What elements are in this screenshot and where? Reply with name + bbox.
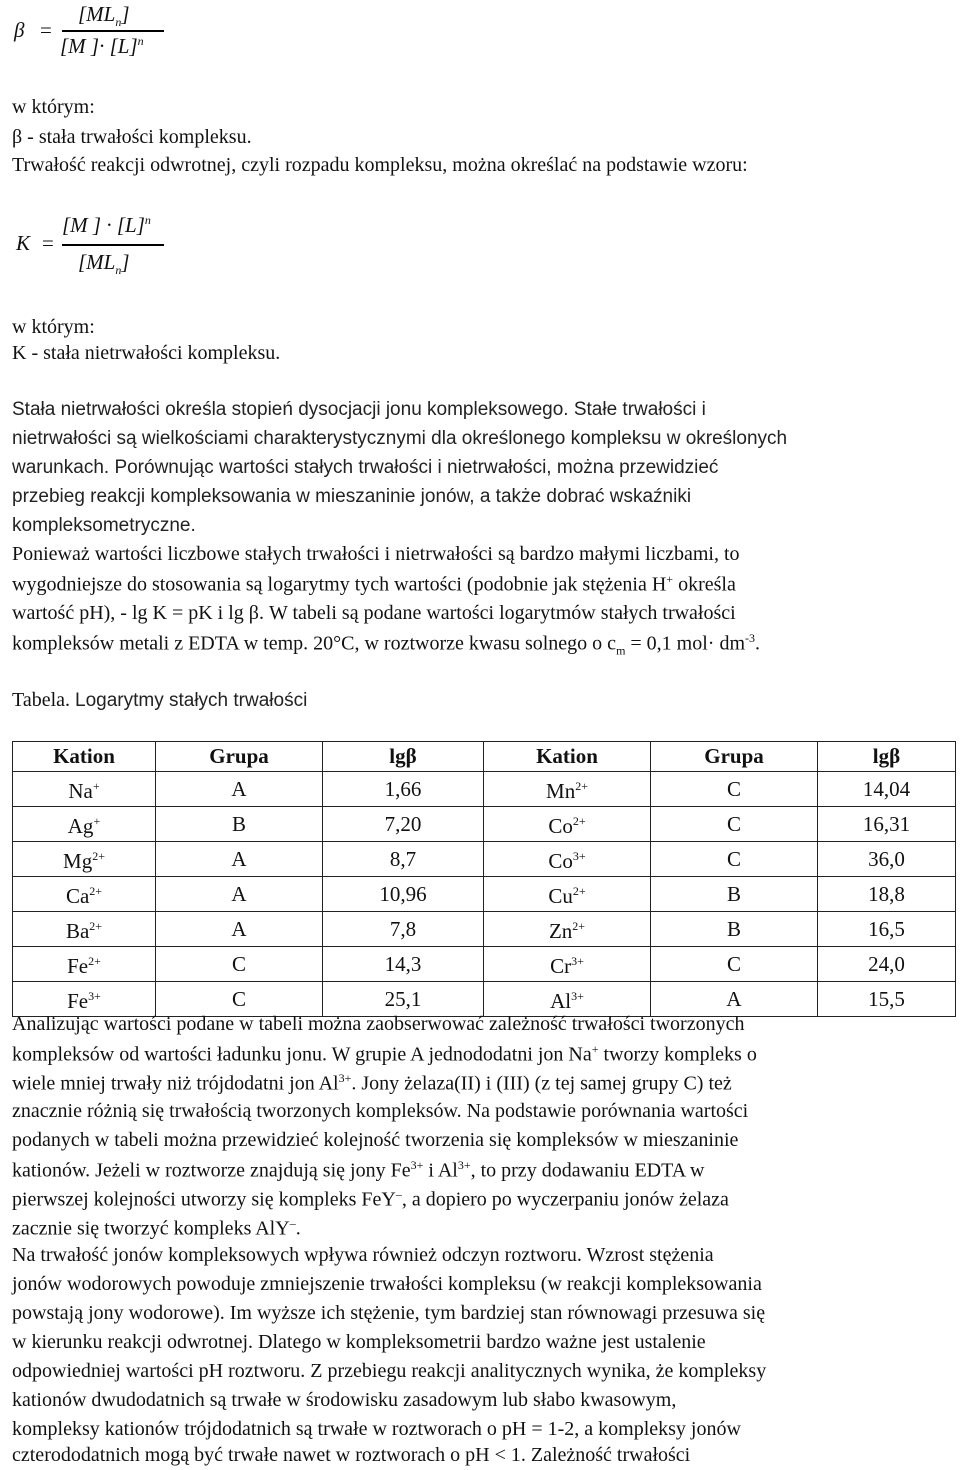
header-grupa-1: Grupa: [156, 742, 323, 772]
cation-cell: $Co^{3+}$: [484, 842, 651, 877]
lgbeta-cell: 1,66: [323, 772, 484, 807]
sans-line-2: nietrwałości są wielkościami charakterystycznymi dla określonego kompleksu w określonych: [12, 428, 788, 449]
final-line-4: w kierunku reakcji odwrotnej. Dlatego w kompleksometrii bardzo ważne jest ustalenie: [12, 1331, 706, 1353]
log-constants-table: [12, 741, 956, 1017]
final-line-1: Na trwałość jonów kompleksowych wpływa również odczyn roztworu. Wzrost stężenia: [12, 1244, 714, 1266]
lgbeta-cell: 14,04: [818, 772, 956, 807]
w-ktorym-2: w którym:: [12, 316, 95, 338]
group-cell: C: [651, 772, 818, 807]
formula-beta-eq: =: [40, 18, 52, 42]
table-body: [13, 772, 956, 1017]
formula-beta-fraction-line: [62, 30, 164, 32]
final-line-8: czterododatnich mogą być trwałe nawet w roztworach o pH < 1. Zależność trwałości: [12, 1444, 691, 1466]
header-grupa-2: Grupa: [651, 742, 818, 772]
group-cell: C: [651, 947, 818, 982]
group-cell: B: [651, 912, 818, 947]
beta-definition: β - stała trwałości kompleksu.: [12, 126, 252, 148]
analysis-line-6: kationów. Jeżeli w roztworze znajdują się jony $Fe^{3+}$ i $Al^{3+}$, to przy dodawaniu EDTA w: [12, 1158, 705, 1182]
table-row: [13, 947, 956, 982]
serif-line-3: wartość pH), - lg K = pK i lg β. W tabeli są podane wartości logarytmów stałych trwałości: [12, 602, 736, 624]
analysis-line-2: kompleksów od wartości ładunku jonu. W grupie A jednododatni jon Na+ tworzy kompleks o: [12, 1042, 757, 1066]
cation-cell: $Fe^{3+}$: [13, 982, 156, 1017]
final-line-2: jonów wodorowych powoduje zmniejszenie trwałości kompleksu (w reakcji kompleksowania: [12, 1273, 762, 1295]
lgbeta-cell: 15,5: [818, 982, 956, 1017]
cation-cell: $Mn^{2+}$: [484, 772, 651, 807]
final-line-3: powstają jony wodorowe). Im wyższe ich stężenie, tym bardziej stan równowagi przesuwa się: [12, 1302, 766, 1324]
lgbeta-cell: 16,31: [818, 807, 956, 842]
table-caption-label: Tabela.: [12, 689, 71, 711]
cation-cell: $Al^{3+}$: [484, 982, 651, 1017]
header-kation-1: Kation: [13, 742, 156, 772]
group-cell: A: [156, 772, 323, 807]
k-definition: K - stała nietrwałości kompleksu.: [12, 342, 281, 364]
cation-cell: $Mg^{2+}$: [13, 842, 156, 877]
rozpad-text: Trwałość reakcji odwrotnej, czyli rozpadu kompleksu, można określać na podstawie wzoru:: [12, 154, 748, 176]
cation-cell: Na+: [13, 772, 156, 807]
formula-k-denominator: $[ML_n]$: [78, 250, 130, 278]
lgbeta-cell: 16,5: [818, 912, 956, 947]
lgbeta-cell: 10,96: [323, 877, 484, 912]
sans-line-1: Stała nietrwałości określa stopień dysocjacji jonu kompleksowego. Stałe trwałości i: [12, 399, 706, 420]
lgbeta-cell: 18,8: [818, 877, 956, 912]
cation-cell: $Ba^{2+}$: [13, 912, 156, 947]
group-cell: C: [156, 982, 323, 1017]
final-line-5: odpowiedniej wartości pH roztworu. Z przebiegu reakcji analitycznych wynika, że kompleksy: [12, 1360, 767, 1382]
header-lgbeta-1: lgβ: [323, 742, 484, 772]
cation-cell: Ag+: [13, 807, 156, 842]
cation-cell: $Cu^{2+}$: [484, 877, 651, 912]
sans-line-4: przebieg reakcji kompleksowania w mieszaninie jonów, a także dobrać wskaźniki: [12, 486, 692, 507]
analysis-line-8: zacznie się tworzyć kompleks AlY–.: [12, 1216, 301, 1240]
formula-beta-numerator: $[ML_n]$: [78, 2, 130, 30]
final-line-7: kompleksy kationów trójdodatnich są trwałe w roztworach o pH = 1-2, a kompleksy jonów: [12, 1418, 741, 1440]
formula-k-lhs: K: [16, 231, 31, 255]
cation-cell: $Ca^{2+}$: [13, 877, 156, 912]
formula-k-numerator: [M ] · $[L]^n$: [62, 213, 151, 237]
cation-cell: $Zn^{2+}$: [484, 912, 651, 947]
analysis-line-1: Analizując wartości podane w tabeli można zaobserwować zależność trwałości tworzonych: [12, 1013, 745, 1035]
sans-line-5: kompleksometryczne.: [12, 515, 196, 536]
formula-beta-denominator: [M ]· $[L]^n$: [60, 34, 144, 58]
group-cell: A: [156, 842, 323, 877]
analysis-line-3: wiele mniej trwały niż trójdodatni jon $Al^{3+}$. Jony żelaza(II) i (III) (z tej samej grupy C) też: [12, 1071, 732, 1095]
lgbeta-cell: 7,8: [323, 912, 484, 947]
group-cell: A: [156, 912, 323, 947]
lgbeta-cell: 14,3: [323, 947, 484, 982]
formula-k-fraction-line: [62, 244, 164, 246]
table-row: [13, 842, 956, 877]
lgbeta-cell: 8,7: [323, 842, 484, 877]
table-caption-title: Logarytmy stałych trwałości: [75, 690, 308, 711]
table-row: [13, 912, 956, 947]
group-cell: C: [651, 807, 818, 842]
group-cell: C: [651, 842, 818, 877]
header-kation-2: Kation: [484, 742, 651, 772]
table-row: [13, 772, 956, 807]
cation-cell: $Cr^{3+}$: [484, 947, 651, 982]
formula-beta-lhs: β: [14, 18, 25, 42]
formula-k-eq: =: [42, 231, 54, 255]
serif-line-2: wygodniejsze do stosowania są logarytmy tych wartości (podobnie jak stężenia H+ określa: [12, 572, 736, 596]
header-lgbeta-2: lgβ: [818, 742, 956, 772]
table-row: [13, 807, 956, 842]
cation-cell: $Fe^{2+}$: [13, 947, 156, 982]
analysis-line-7: pierwszej kolejności utworzy się kompleks FeY–, a dopiero po wyczerpaniu jonów żelaza: [12, 1187, 729, 1211]
table-header-row: [13, 742, 956, 772]
table-row: [13, 982, 956, 1017]
cation-cell: $Co^{2+}$: [484, 807, 651, 842]
lgbeta-cell: 7,20: [323, 807, 484, 842]
analysis-line-5: podanych w tabeli można przewidzieć kolejność tworzenia się kompleksów w mieszaninie: [12, 1129, 739, 1151]
table-row: [13, 877, 956, 912]
group-cell: B: [651, 877, 818, 912]
lgbeta-cell: 36,0: [818, 842, 956, 877]
lgbeta-cell: 24,0: [818, 947, 956, 982]
w-ktorym-1: w którym:: [12, 96, 95, 118]
analysis-line-4: znacznie różnią się trwałością tworzonych kompleksów. Na podstawie porównania wartości: [12, 1100, 749, 1122]
group-cell: B: [156, 807, 323, 842]
lgbeta-cell: 25,1: [323, 982, 484, 1017]
group-cell: A: [156, 877, 323, 912]
serif-line-4: kompleksów metali z EDTA w temp. 20°C, w roztworze kwasu solnego o $c_m = 0,1$ $mol\cdot dm^{-3}$.: [12, 631, 761, 658]
sans-line-3: warunkach. Porównując wartości stałych trwałości i nietrwałości, można przewidzieć: [12, 457, 719, 478]
table-caption: [12, 689, 307, 712]
final-line-6: kationów dwudodatnich są trwałe w środowisku zasadowym lub słabo kwasowym,: [12, 1389, 677, 1411]
group-cell: C: [156, 947, 323, 982]
serif-line-1: Ponieważ wartości liczbowe stałych trwałości i nietrwałości są bardzo małymi liczbami, to: [12, 543, 740, 565]
group-cell: A: [651, 982, 818, 1017]
